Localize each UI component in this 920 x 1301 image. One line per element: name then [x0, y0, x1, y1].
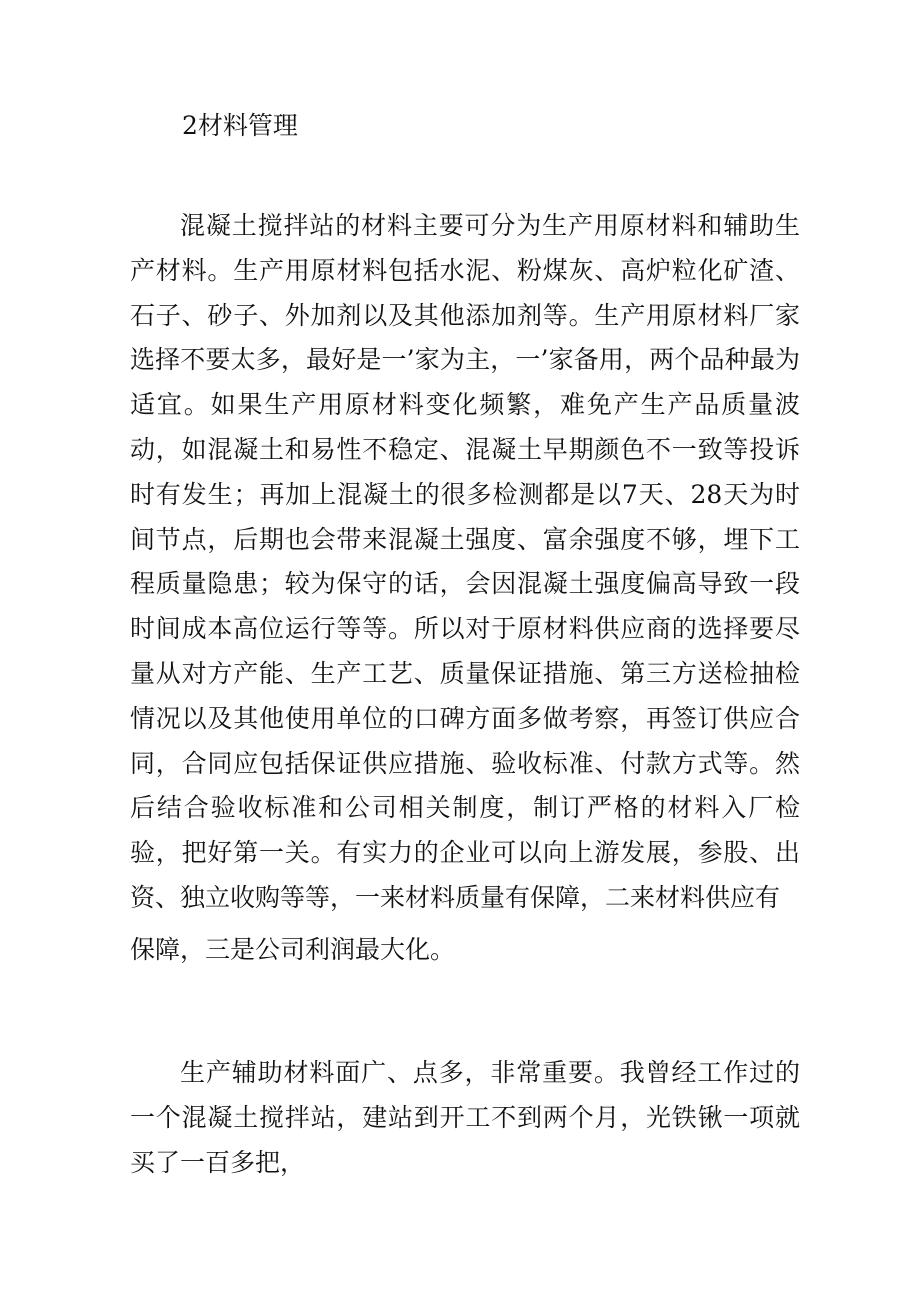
paragraph-continuation: 保障，三是公司利润最大化。 [130, 935, 456, 964]
paragraph-raw-materials: 混凝土搅拌站的材料主要可分为生产用原材料和辅助生产材料。生产用原材料包括水泥、粉煤灰、高炉粒化矿渣、石子、砂子、外加剂以及其他添加剂等。生产用原材料厂家选择不要太多，最好是一’家为主，一’家备用，两个品种最为适宜。如果生产用原材料变化频繁，难免产生产品质量波动，如混凝土和易性不稳定、混凝土早期颜色不一致等投诉时有发生；再加上混凝土的很多检测都是以7天、28天为时间节点，后期也会带来混凝土强度、富余强度不够，埋下工程质量隐患；较为保守的话，会因混凝土强度偏高导致一段时间成本高位运行等等。所以对于原材料供应商的选择要尽量从对方产能、生产工艺、质量保证措施、第三方送检抽检情况以及其他使用单位的口碑方面多做考察，再签订供应合同，合同应包括保证供应措施、验收标准、付款方式等。然后结合验收标准和公司相关制度，制订严格的材料入厂检验，把好第一关。有实力的企业可以向上游发展，参股、出资、独立收购等等，一来材料质量有保障，二来材料供应有 [130, 211, 800, 912]
paragraph-auxiliary-materials: 生产辅助材料面广、点多，非常重要。我曾经工作过的一个混凝土搅拌站，建站到开工不到两个月，光铁锹一项就买了一百多把， [130, 1058, 800, 1177]
section-heading: 2材料管理 [182, 111, 298, 140]
